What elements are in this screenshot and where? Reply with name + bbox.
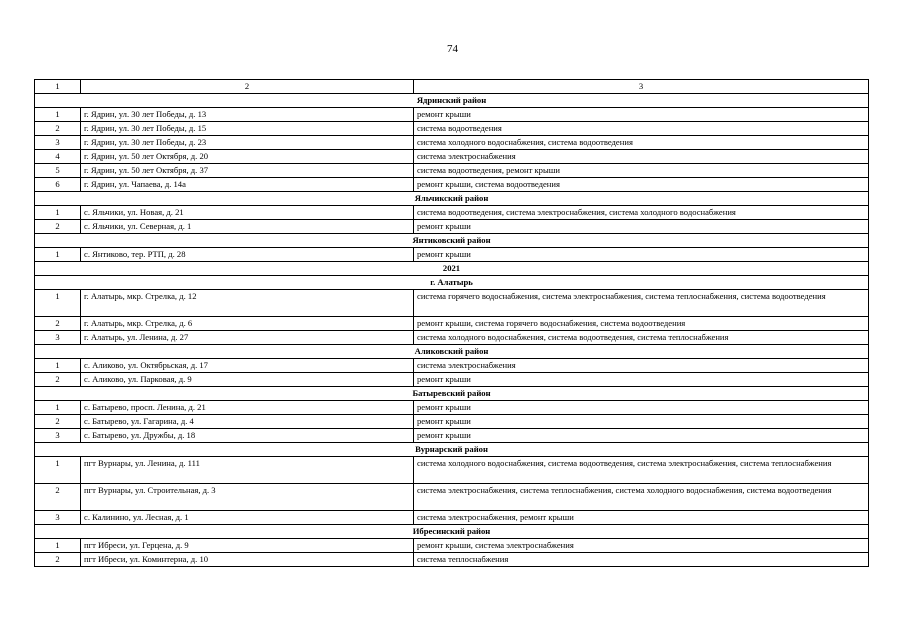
row-number: 4 (35, 150, 81, 164)
section-row (35, 443, 869, 457)
table-row (35, 206, 869, 220)
row-address: г. Алатырь, мкр. Стрелка, д. 6 (81, 317, 414, 331)
row-address: с. Яльчики, ул. Северная, д. 1 (81, 220, 414, 234)
row-work: система электроснабжения (414, 150, 869, 164)
table-body (35, 80, 869, 567)
row-address: г. Ядрин, ул. 50 лет Октября, д. 20 (81, 150, 414, 164)
row-address: с. Батырево, ул. Гагарина, д. 4 (81, 415, 414, 429)
row-number: 2 (35, 220, 81, 234)
row-number: 1 (35, 290, 81, 317)
row-work: система электроснабжения (414, 359, 869, 373)
row-number: 1 (35, 401, 81, 415)
row-work: система горячего водоснабжения, система электроснабжения, система теплоснабжения, система водоотведения (414, 290, 869, 317)
table-row (35, 415, 869, 429)
section-title: Вурнарский район (35, 443, 869, 457)
row-work: ремонт крыши, система горячего водоснабжения, система водоотведения (414, 317, 869, 331)
table-row (35, 164, 869, 178)
section-row (35, 387, 869, 401)
section-row (35, 345, 869, 359)
row-address: г. Ядрин, ул. 50 лет Октября, д. 37 (81, 164, 414, 178)
row-address: с. Аликово, ул. Октябрьская, д. 17 (81, 359, 414, 373)
table-row (35, 220, 869, 234)
table-row (35, 429, 869, 443)
row-number: 1 (35, 206, 81, 220)
table-row (35, 373, 869, 387)
row-number: 1 (35, 457, 81, 484)
section-title: г. Алатырь (35, 276, 869, 290)
row-address: пгт Вурнары, ул. Ленина, д. 111 (81, 457, 414, 484)
table-row (35, 401, 869, 415)
row-address: г. Ядрин, ул. 30 лет Победы, д. 23 (81, 136, 414, 150)
row-address: г. Ядрин, ул. Чапаева, д. 14а (81, 178, 414, 192)
section-title: Яльчикский район (35, 192, 869, 206)
row-number: 3 (35, 511, 81, 525)
row-work: ремонт крыши (414, 429, 869, 443)
repair-program-table (34, 79, 869, 567)
header-cell-work: 3 (414, 80, 869, 94)
header-cell-number: 1 (35, 80, 81, 94)
table-row (35, 484, 869, 511)
row-work: система электроснабжения, ремонт крыши (414, 511, 869, 525)
section-row (35, 276, 869, 290)
row-address: г. Ядрин, ул. 30 лет Победы, д. 13 (81, 108, 414, 122)
row-number: 1 (35, 359, 81, 373)
row-number: 3 (35, 136, 81, 150)
section-title: Батыревский район (35, 387, 869, 401)
row-number: 3 (35, 429, 81, 443)
row-address: с. Яльчики, ул. Новая, д. 21 (81, 206, 414, 220)
row-address: пгт Вурнары, ул. Строительная, д. 3 (81, 484, 414, 511)
table-row (35, 248, 869, 262)
row-address: г. Ядрин, ул. 30 лет Победы, д. 15 (81, 122, 414, 136)
table-row (35, 317, 869, 331)
row-number: 2 (35, 317, 81, 331)
row-work: система водоотведения, система электроснабжения, система холодного водоснабжения (414, 206, 869, 220)
table-row (35, 359, 869, 373)
row-address: пгт Ибреси, ул. Герцена, д. 9 (81, 539, 414, 553)
row-number: 1 (35, 539, 81, 553)
row-number: 2 (35, 415, 81, 429)
row-work: ремонт крыши, система электроснабжения (414, 539, 869, 553)
row-work: система теплоснабжения (414, 553, 869, 567)
row-address: с. Янтиково, тер. РТП, д. 28 (81, 248, 414, 262)
header-cell-address: 2 (81, 80, 414, 94)
table-row (35, 108, 869, 122)
section-row (35, 192, 869, 206)
table-row (35, 122, 869, 136)
row-work: система водоотведения, ремонт крыши (414, 164, 869, 178)
page-number: 74 (447, 43, 458, 55)
row-work: ремонт крыши (414, 108, 869, 122)
table-row (35, 290, 869, 317)
table-row (35, 178, 869, 192)
row-address: с. Калинино, ул. Лесная, д. 1 (81, 511, 414, 525)
row-work: ремонт крыши (414, 415, 869, 429)
row-work: ремонт крыши (414, 373, 869, 387)
table-row (35, 150, 869, 164)
table-row (35, 136, 869, 150)
section-title: Аликовский район (35, 345, 869, 359)
row-address: с. Батырево, ул. Дружбы, д. 18 (81, 429, 414, 443)
row-address: г. Алатырь, ул. Ленина, д. 27 (81, 331, 414, 345)
table-row (35, 511, 869, 525)
row-number: 3 (35, 331, 81, 345)
section-title: Ядринский район (35, 94, 869, 108)
section-title: Ибресинский район (35, 525, 869, 539)
row-number: 2 (35, 122, 81, 136)
row-number: 6 (35, 178, 81, 192)
row-work: система холодного водоснабжения, система водоотведения, система теплоснабжения (414, 331, 869, 345)
row-address: с. Батырево, просп. Ленина, д. 21 (81, 401, 414, 415)
section-row (35, 234, 869, 248)
section-title: 2021 (35, 262, 869, 276)
row-work: система электроснабжения, система теплоснабжения, система холодного водоснабжения, система водоотведения (414, 484, 869, 511)
row-number: 1 (35, 108, 81, 122)
row-address: пгт Ибреси, ул. Коминтерна, д. 10 (81, 553, 414, 567)
table-row (35, 457, 869, 484)
row-address: г. Алатырь, мкр. Стрелка, д. 12 (81, 290, 414, 317)
row-number: 2 (35, 484, 81, 511)
row-work: ремонт крыши (414, 401, 869, 415)
table-row (35, 553, 869, 567)
section-row (35, 525, 869, 539)
section-row (35, 262, 869, 276)
row-number: 5 (35, 164, 81, 178)
row-work: система водоотведения (414, 122, 869, 136)
row-number: 2 (35, 373, 81, 387)
row-address: с. Аликово, ул. Парковая, д. 9 (81, 373, 414, 387)
table-row (35, 539, 869, 553)
row-work: система холодного водоснабжения, система водоотведения, система электроснабжения, система теплоснабжения (414, 457, 869, 484)
table-row (35, 331, 869, 345)
row-number: 1 (35, 248, 81, 262)
section-title: Янтиковский район (35, 234, 869, 248)
row-number: 2 (35, 553, 81, 567)
row-work: ремонт крыши, система водоотведения (414, 178, 869, 192)
row-work: ремонт крыши (414, 220, 869, 234)
header-row (35, 80, 869, 94)
row-work: ремонт крыши (414, 248, 869, 262)
section-row (35, 94, 869, 108)
row-work: система холодного водоснабжения, система водоотведения (414, 136, 869, 150)
